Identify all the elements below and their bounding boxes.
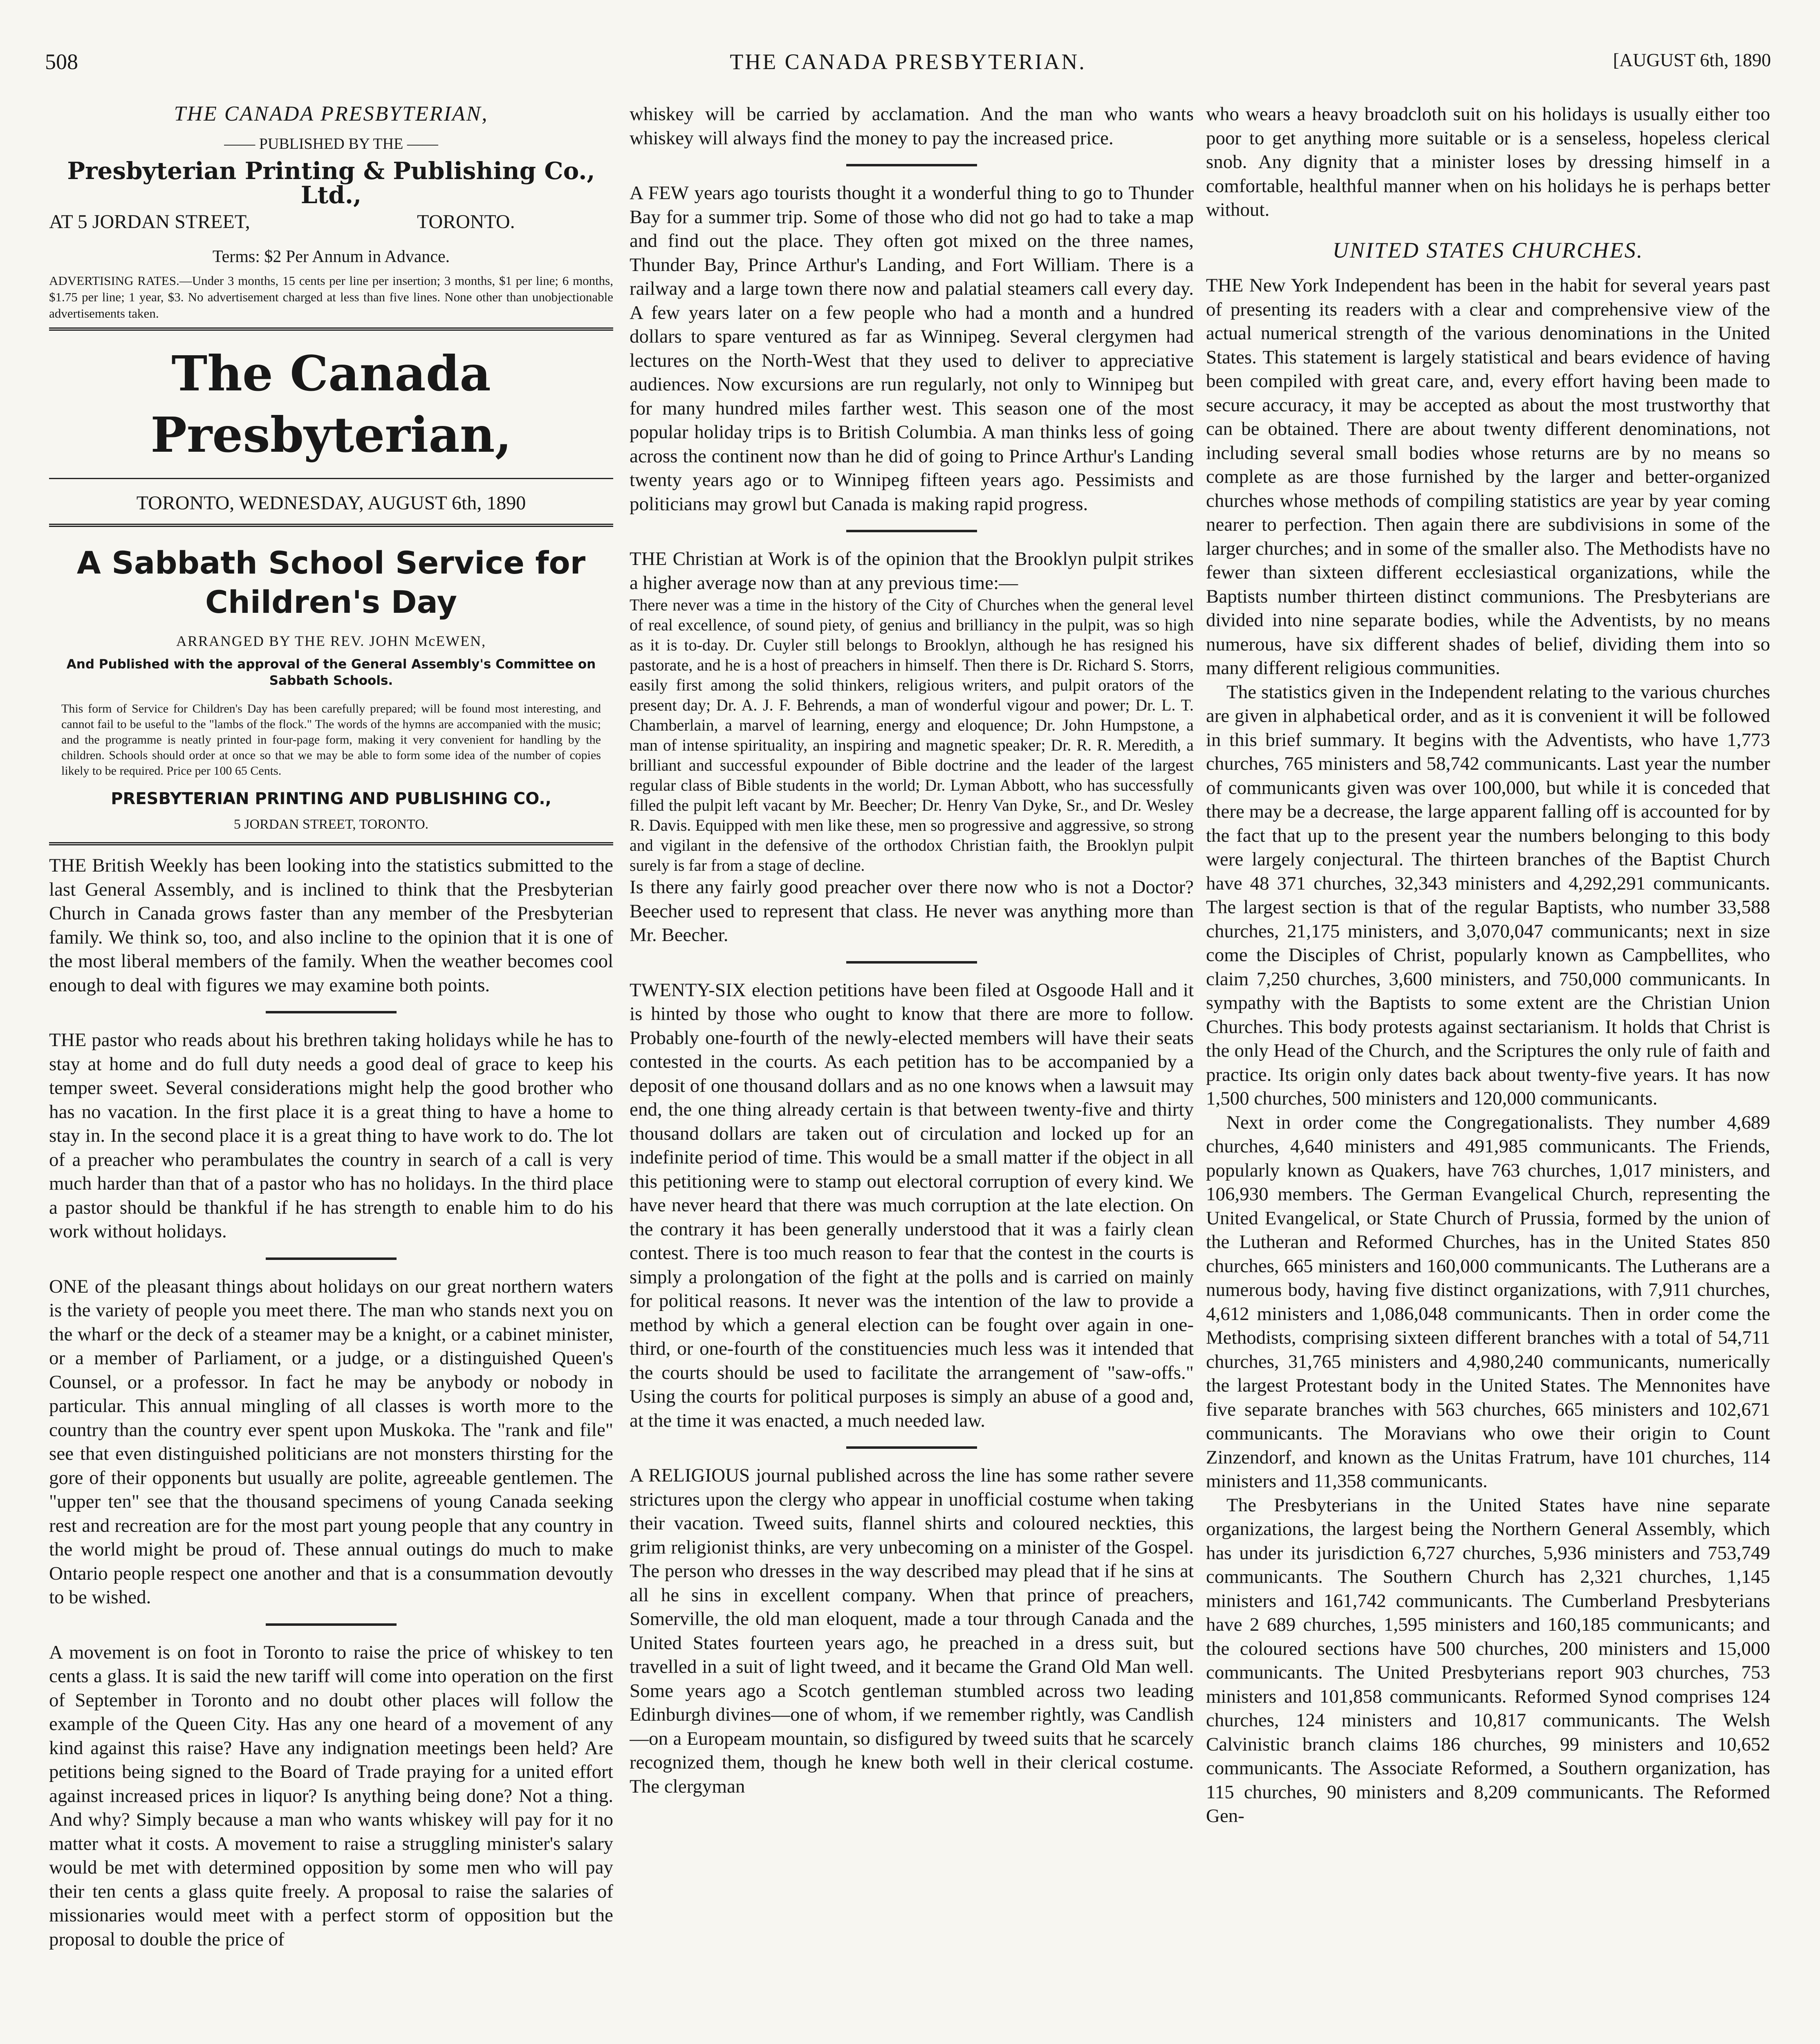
address-right: TORONTO. (417, 211, 515, 233)
christian-at-work-quote: There never was a time in the history of the City of Churches when the general level of real excellence, of sound piety, of genius and brilliancy in the pulpit, was so high as it is to-day. Dr. Cuyler still belongs to Brooklyn, although he has resigned his pastorate, and he is a host of preachers in himself. Then there is Dr. Richard S. Storrs, easily first among the solid thinkers, religious writers, and pulpit orators of the present day; Dr. A. J. F. Behrends, a man of wonderful vigour and power; Dr. L. T. Chamberlain, a marvel of learning, energy and eloquence; Dr. John Humpstone, a man of intense spirituality, an inspiring and magnetic speaker; Dr. R. R. Meredith, a brilliant and successful expounder of Bible doctrine and the leader of the largest regular class of Bible students in the world; Dr. Lyman Abbott, who has successfully filled the pulpit left vacant by Mr. Beecher; Dr. Henry Van Dyke, Sr., and Dr. Wesley R. Davis. Equipped with men like these, men so progressive and aggressive, so strong and vigilant in the defensive of the orthodox Christian faith, the Brooklyn pulpit surely is far from a stage of decline. (630, 596, 1194, 874)
us-churches-paragraph-3: Next in order come the Congregationalists. They number 4,689 churches, 4,640 ministers and 491,985 communicants. The Friends, popularly known as Quakers, have 763 churches, 1,017 ministers, and 106,930 members. The German Evangelical Church, representing the United Evangelical, or State Church of Prussia, formed by the union of the Lutheran and Reformed Churches, has in the United States 850 churches, 665 ministers and 160,000 communicants. The Lutherans are a numerous body, having five distinct organizations, with 7,911 churches, 4,612 ministers and 1,086,048 communicants. Then in order come the Methodists, comprising sixteen different branches with a total of 54,711 churches, 31,765 ministers and 4,980,240 communicants, numerically the largest Protestant body in the United States. The Mennonites have five separate branches with 563 churches, 665 ministers and 102,671 communicants. The Moravians who owe their origin to Count Zinzendorf, and known as the Unitas Fratrum, have 101 churches, 114 ministers and 11,358 communicants. (1206, 1112, 1770, 1492)
sabbath-approval: And Published with the approval of the General Assembly's Committee on Sabbath Schools. (66, 657, 596, 688)
running-header (45, 49, 1771, 82)
article-british-weekly: THE British Weekly has been looking into the statistics submitted to the last General Assembly, and is inclined to think that the Presbyterian Church in Canada grows faster than any member of the Presbyterian family. We think so, too, and also incline to the opinion that it is one of the most liberal members of the family. When the weather becomes cool enough to deal with figures we may examine both points. (49, 855, 613, 996)
article-religious-journal: A RELIGIOUS journal published across the line has some rather severe strictures upon the clergy who appear in unofficial costume when taking their vacation. Tweed suits, flannel shirts and coloured neckties, this grim religionist thinks, are very unbecoming on a minister of the Gospel. The person who dresses in the way described may plead that if he sins at all he sins in excellent company. When that prince of preachers, Somerville, the old man eloquent, made a tour through Canada and the United States fourteen years ago, he preached in a dress suit, but travelled in a suit of light tweed, and it became the Grand Old Man well. Some years ago a Scotch gentleman stumbled across two leading Edinburgh divines—one of whom, if we remember rightly, was Candlish—on a Europeam mountain, so disfigured by tweed suits that he scarcely recognized them, though he knew both well in their clerical costume. The clergyman (630, 1465, 1194, 1797)
masthead-italic-title: THE CANADA PRESBYTERIAN, (174, 102, 489, 126)
subscription-terms: Terms: $2 Per Annum in Advance. (212, 247, 450, 266)
paper-title: The Canada Presbyterian, (150, 345, 512, 463)
divider (49, 478, 613, 479)
us-churches-heading: UNITED STATES CHURCHES. (1332, 238, 1644, 262)
divider (49, 327, 613, 331)
divider (266, 1011, 397, 1013)
sabbath-arranged-by: ARRANGED BY THE REV. JOHN McEWEN, (176, 632, 486, 649)
article-pastor-holidays: THE pastor who reads about his brethren taking holidays while he has to stay at home and do full duty needs a good deal of grace to keep his temper sweet. Several considerations might help the good brother who has no vacation. In the first place it is a great thing to have a home to stay in. In the second place it is a great thing to have work to do. The lot of a preacher who perambulates the country in search of a call is very much harder than that of a pastor who has no holidays. In the third place a pastor should be thankful if he has strength to enable him to do his work without holidays. (49, 1029, 613, 1242)
article-northern-waters: ONE of the pleasant things about holidays on our great northern waters is the variety of people you meet there. The man who stands next you on the wharf or the deck of a steamer may be a knight, or a cabinet minister, or a member of Parliament, or a judge, or a distinguished Queen's Counsel, or a professor. In fact he may be anybody or nobody in particular. This annual mingling of all classes is worth more to the country than the country ever spent upon Muskoka. The "rank and file" see that even distinguished politicians are not monsters thirsting for the gore of their opponents but usually are polite, agreeable gentlemen. The "upper ten" see that the thousand specimens of young Canada seeking rest and recreation are for the most part young people that any country in the world might be proud of. These annual outings do much to make Ontario people respect one another and that is a consummation devoutly to be wished. (49, 1275, 613, 1608)
advertising-rates: ADVERTISING RATES.—Under 3 months, 15 cents per line per insertion; 3 months, $1 per line; 6 months, $1.75 per line; 1 year, $3. No advertisement charged at less than five lines. None other than unobjectionable advertisements taken. (49, 273, 613, 320)
running-title: THE CANADA PRESBYTERIAN. (730, 49, 1086, 74)
divider (49, 524, 613, 527)
column-2 (630, 102, 1194, 2044)
article-christian-at-work-comment: Is there any fairly good preacher over there now who is not a Doctor? Beecher used to represent that class. He never was anything more than Mr. Beecher. (630, 876, 1194, 946)
us-churches-paragraph-1: THE New York Independent has been in the habit for several years past of presenting its readers with a clear and comprehensive view of the actual numerical strength of the various denominations in the United States. This statement is largely statistical and bears evidence of having been compiled with great care, and, every effort having been made to secure accuracy, it may be accepted as about the most trustworthy that can be obtained. There are about twenty different denominations, not including several small bodies whose returns are by no means so complete as are those furnished by the larger and better-organized churches whose methods of compiling statistics are year by year coming nearer to perfection. Then again there are subdivisions in some of the larger churches; and in some of the smaller also. The Methodists have no fewer than sixteen different ecclesiastical organizations, while the Baptists number thirteen distinct communions. The Presbyterians are divided into nine separate bodies, while the Adventists, by no means numerous, have six different shades of belief, dividing them into so many different religious communities. (1206, 275, 1770, 679)
dateline: TORONTO, WEDNESDAY, AUGUST 6th, 1890 (136, 492, 526, 514)
divider (846, 530, 977, 532)
divider (846, 1446, 977, 1449)
sabbath-service-title: A Sabbath School Service for Children's Day (76, 544, 586, 620)
article-whiskey-price: A movement is on foot in Toronto to raise the price of whiskey to ten cents a glass. It is said the new tariff will come into operation on the first of September in Toronto and no doubt other places will follow the example of the Queen City. Has any one heard of a movement of any kind against this raise? Have any indignation meetings been held? Are petitions being signed to the Board of Trade praying for a united effort against increased prices in liquor? Is anything being done? Not a thing. And why? Simply because a man who wants whiskey will pay for it no matter what it costs. A movement to raise a struggling minister's salary would be met with determined opposition by some men who will pay their ten cents a glass quite freely. A proposal to raise the salaries of missionaries would meet with a perfect storm of opposition but the proposal to double the price of (49, 1641, 613, 1950)
divider (846, 961, 977, 964)
article-whiskey-continued: whiskey will be carried by acclamation. And the man who wants whiskey will always find the money to pay the increased price. (630, 103, 1194, 149)
address-left: AT 5 JORDAN STREET, (49, 211, 250, 233)
divider (266, 1257, 397, 1260)
publisher-name: Presbyterian Printing & Publishing Co., Ltd., (67, 157, 595, 209)
article-christian-at-work-intro: THE Christian at Work is of the opinion that the Brooklyn pulpit strikes a higher average now than at any previous time:— (630, 548, 1194, 594)
divider (49, 842, 613, 845)
sabbath-publisher: PRESBYTERIAN PRINTING AND PUBLISHING CO., (111, 789, 551, 808)
published-by: —— PUBLISHED BY THE —— (224, 135, 438, 152)
article-religious-continued: who wears a heavy broadcloth suit on his holidays is usually either too poor to get anything more suitable or is a senseless, hopeless clerical snob. Any dignity that a minister loses by dressing himself in a comfortable, healthful manner when on his holidays he is perhaps better without. (1206, 103, 1770, 220)
divider (846, 164, 977, 166)
article-election-petitions: TWENTY-SIX election petitions have been filed at Osgoode Hall and it is hinted by those who ought to know that there are more to follow. Probably one-fourth of the newly-elected members will have their seats contested in the courts. As each petition has to be accompanied by a deposit of one thousand dollars and as no one knows when a lawsuit may end, the one thing already certain is that between twenty-five and thirty thousand dollars are taken out of circulation and locked up for an indefinite period of time. This would be a small matter if the object in all this petitioning were to stamp out electoral corruption of every kind. We have never heard that there was much corruption at the late election. On the contrary it has been generally understood that it was a fairly clean contest. There is too much reason to fear that the contest in the courts is simply a prolongation of the fight at the polls and is carried on mainly for political reasons. It never was the intention of the law to provide a method by which a general election can be fought over again in one-third, or one-fourth of the constituencies much less was it intended that the courts should be used to facilitate the arrangement of "saw-offs." Using the courts for political purposes is simply an abuse of a good and, at the time it was enacted, a much needed law. (630, 979, 1194, 1431)
column-3 (1206, 102, 1770, 2044)
running-date: [AUGUST 6th, 1890 (1613, 49, 1771, 70)
sabbath-note: This form of Service for Children's Day has been carefully prepared; will be found most interesting, and cannot fail to be useful to the "lambs of the flock." The words of the hymns are accompanied with the music; and the programme is neatly printed in four-page form, making it very convenient for handling by the children. Schools should order at once so that we may be able to form some idea of the number of copies likely to be required. Price per 100 65 Cents. (61, 702, 601, 778)
article-thunder-bay: A FEW years ago tourists thought it a wonderful thing to go to Thunder Bay for a summer trip. Some of those who did not go had to take a map and find out the place. They often got mixed on the three names, Thunder Bay, Prince Arthur's Landing, and Fort William. There is a railway and a large town there now and palatial steamers call every day. A few years later on a few people who had a month and a hundred dollars to spare ventured as far as Winnipeg. Several clergymen had lectures on the North-West that they used to deliver to appreciative audiences. Now excursions are run regularly, not only to Winnipeg but for many hundred miles farther west. This season one of the most popular holiday trips is to British Columbia. A man thinks less of going across the continent now than he did of going to Prince Arthur's Landing twenty years ago or to Winnipeg fifteen years ago. Pessimists and politicians may growl but Canada is making rapid progress. (630, 182, 1194, 515)
publisher-address (49, 210, 613, 234)
column-1 (49, 102, 613, 2044)
us-churches-paragraph-4: The Presbyterians in the United States have nine separate organizations, the largest being the Northern General Assembly, which has under its jurisdiction 6,727 churches, 5,936 ministers and 753,749 communicants. The Southern Church has 2,321 churches, 1,145 ministers and 161,742 communicants. The Cumberland Presbyterians have 2 689 churches, 1,595 ministers and 160,185 communicants; and the coloured sections have 500 churches, 200 ministers and 15,000 communicants. The United Presbyterians report 903 churches, 753 ministers and 101,858 communicants. Reformed Synod comprises 124 churches, 124 ministers and 10,817 communicants. The Welsh Calvinistic branch claims 186 churches, 99 ministers and 10,652 communicants. The Associate Reformed, a Southern organization, has 115 churches, 90 ministers and 8,209 communicants. The Reformed Gen- (1206, 1494, 1770, 1827)
sabbath-publisher-address: 5 JORDAN STREET, TORONTO. (233, 816, 429, 832)
divider (266, 1623, 397, 1626)
page-number: 508 (45, 49, 78, 74)
us-churches-paragraph-2: The statistics given in the Independent relating to the various churches are given in alphabetical order, and as it is convenient it will be followed in this brief summary. It begins with the Adventists, who have 1,773 churches, 765 ministers and 58,742 communicants. Last year the number of communicants given was over 100,000, but while it is conceded that there may be a decrease, the large apparent falling off is accounted for by the fact that up to the present year the numbers belonging to this body were largely conjectural. The thirteen branches of the Baptist Church have 48 371 churches, 32,343 ministers and 4,292,291 communicants. The largest section is that of the regular Baptists, who number 33,588 churches, 21,175 ministers, and 3,070,047 communicants; next in size come the Disciples of Christ, popularly known as Campbellites, who claim 7,250 churches, 3,600 ministers, and 750,000 communicants. In sympathy with the Baptists to some extent are the Christian Union Churches. This body protests against sectarianism. It holds that Christ is the only Head of the Church, and the Scriptures the only rule of faith and practice. Its origin only dates back about twenty-five years. It has now 1,500 churches, 500 ministers and 120,000 communicants. (1206, 681, 1770, 1109)
